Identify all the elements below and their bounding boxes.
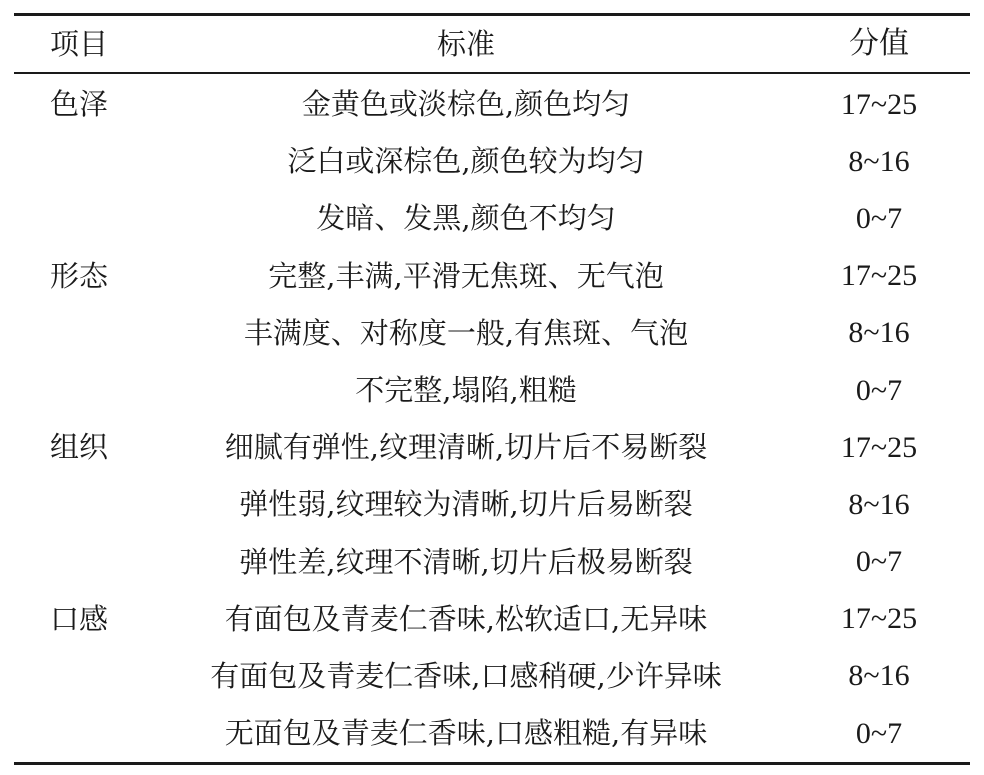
cell-item: 口感: [50, 601, 109, 636]
header-row: [14, 15, 970, 74]
cell-item: 形态: [50, 258, 109, 293]
table-row: [14, 591, 970, 648]
cell-standard: 弹性差,纹理不清晰,切片后极易断裂: [239, 544, 693, 579]
cell-item: [14, 705, 144, 764]
cell-item: [14, 534, 144, 591]
header-score: 分值: [849, 27, 909, 60]
cell-score: 0~7: [855, 716, 903, 750]
table-row: [14, 73, 970, 133]
cell-item: [14, 305, 144, 362]
cell-standard: 细腻有弹性,纹理清晰,切片后不易断裂: [224, 430, 708, 465]
cell-item: [14, 133, 144, 190]
cell-standard: 无面包及青麦仁香味,口感粗糙,有异味: [224, 716, 708, 751]
sensory-evaluation-table: [14, 13, 970, 765]
table-row: [14, 190, 970, 247]
cell-item: [14, 476, 144, 533]
cell-item: 色泽: [50, 87, 109, 122]
cell-score: 8~16: [848, 316, 910, 350]
cell-score: 17~25: [840, 430, 918, 464]
table-row: [14, 705, 970, 764]
cell-standard: 弹性弱,纹理较为清晰,切片后易断裂: [239, 487, 693, 522]
header-standard: 标准: [436, 26, 495, 61]
cell-score: 8~16: [848, 659, 910, 693]
cell-score: 0~7: [855, 201, 903, 235]
table-header: [14, 15, 970, 74]
table-row: [14, 476, 970, 533]
table-row: [14, 362, 970, 419]
header-item: 项目: [50, 26, 109, 61]
cell-score: 17~25: [840, 602, 918, 636]
cell-score: 0~7: [855, 545, 903, 579]
cell-item: 组织: [50, 430, 109, 465]
cell-score: 0~7: [855, 373, 903, 407]
cell-standard: 丰满度、对称度一般,有焦斑、气泡: [243, 315, 689, 350]
cell-item: [14, 362, 144, 419]
cell-score: 8~16: [848, 144, 910, 178]
cell-item: [14, 190, 144, 247]
cell-score: 17~25: [840, 259, 918, 293]
cell-standard: 金黄色或淡棕色,颜色均匀: [301, 87, 631, 122]
evaluation-table-container: [14, 13, 970, 765]
table-row: [14, 133, 970, 190]
table-row: [14, 305, 970, 362]
cell-standard: 泛白或深棕色,颜色较为均匀: [287, 144, 645, 179]
cell-standard: 不完整,塌陷,粗糙: [355, 373, 577, 408]
table-body: [14, 73, 970, 764]
table-row: [14, 419, 970, 476]
cell-score: 8~16: [848, 487, 910, 521]
cell-standard: 有面包及青麦仁香味,口感稍硬,少许异味: [210, 658, 722, 693]
cell-standard: 有面包及青麦仁香味,松软适口,无异味: [224, 601, 708, 636]
cell-score: 17~25: [840, 87, 918, 121]
table-row: [14, 248, 970, 305]
cell-item: [14, 648, 144, 705]
table-row: [14, 534, 970, 591]
table-row: [14, 648, 970, 705]
cell-standard: 完整,丰满,平滑无焦斑、无气泡: [268, 258, 664, 293]
cell-standard: 发暗、发黑,颜色不均匀: [316, 201, 616, 236]
